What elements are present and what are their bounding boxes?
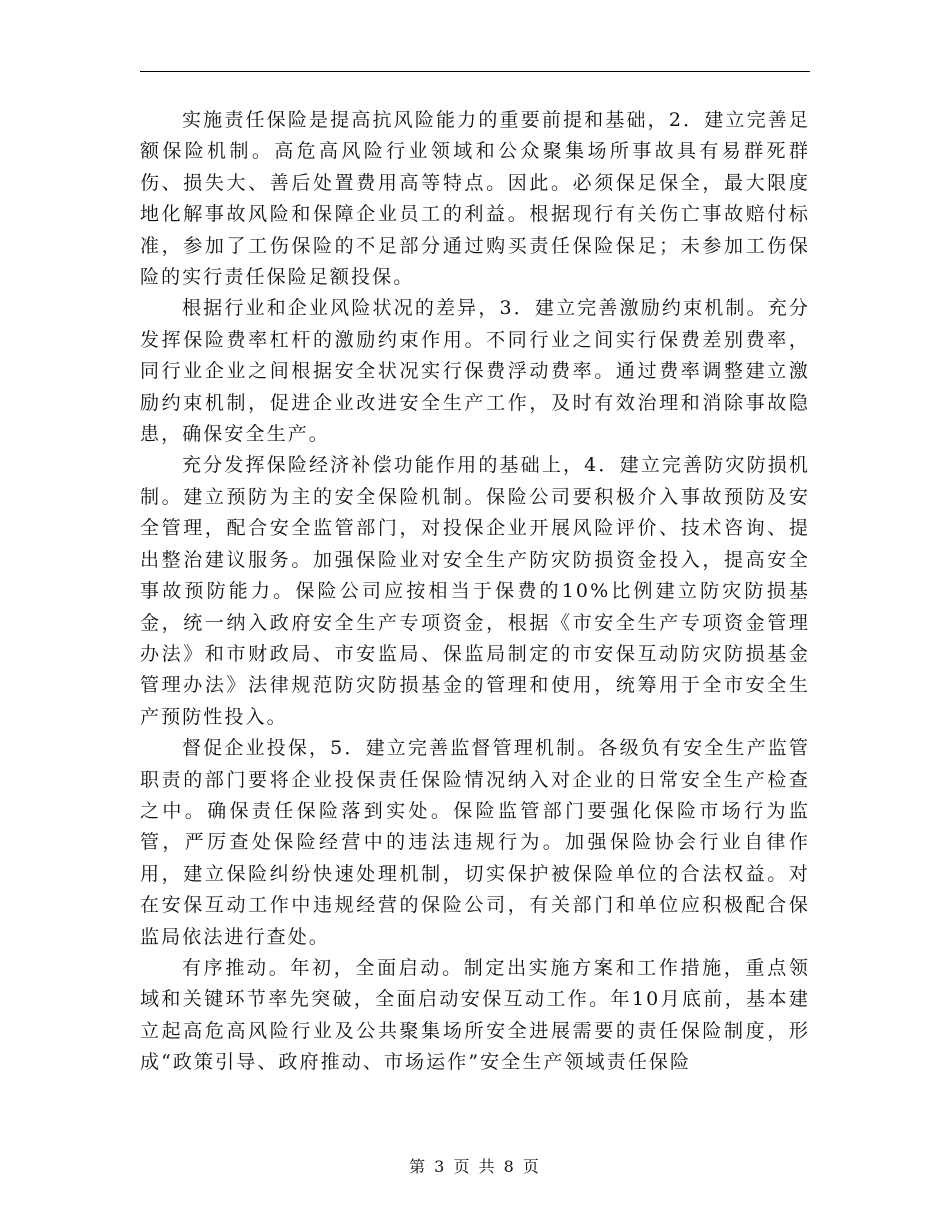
document-body [140,105,810,1079]
header-rule [140,71,810,72]
paragraph: 充分发挥保险经济补偿功能作用的基础上，4．建立完善防灾防损机制。建立预防为主的安全保险机制。保险公司要积极介入事故预防及安全管理，配合安全监管部门，对投保企业开展风险评价、技术咨询、提出整治建议服务。加强保险业对安全生产防灾防损资金投入，提高安全事故预防能力。保险公司应按相当于保费的10%比例建立防灾防损基金，统一纳入政府安全生产专项资金，根据《市安全生产专项资金管理办法》和市财政局、市安监局、保监局制定的市安保互动防灾防损基金管理办法》法律规范防灾防损基金的管理和使用，统筹用于全市安全生产预防性投入。 [140,454,810,728]
page-number-label: 第 3 页 共 8 页 [409,1157,541,1176]
paragraph: 实施责任保险是提高抗风险能力的重要前提和基础，2．建立完善足额保险机制。高危高风险行业领域和公众聚集场所事故具有易群死群伤、损失大、善后处置费用高等特点。因此。必须保足保全，最大限度地化解事故风险和保障企业员工的利益。根据现行有关伤亡事故赔付标准，参加了工伤保险的不足部分通过购买责任保险保足；未参加工伤保险的实行责任保险足额投保。 [140,109,810,289]
page-footer [0,1154,950,1177]
paragraph: 督促企业投保，5．建立完善监督管理机制。各级负有安全生产监管职责的部门要将企业投保责任保险情况纳入对企业的日常安全生产检查之中。确保责任保险落到实处。保险监管部门要强化保险市场行为监管，严厉查处保险经营中的违法违规行为。加强保险协会行业自律作用，建立保险纠纷快速处理机制，切实保护被保险单位的合法权益。对在安保互动工作中违规经营的保险公司，有关部门和单位应积极配合保监局依法进行查处。 [140,737,810,948]
paragraph: 有序推动。年初，全面启动。制定出实施方案和工作措施，重点领域和关键环节率先突破，全面启动安保互动工作。年10月底前，基本建立起高危高风险行业及公共聚集场所安全进展需要的责任保险制度，形成“政策引导、政府推动、市场运作”安全生产领域责任保险 [140,956,810,1074]
paragraph: 根据行业和企业风险状况的差异，3．建立完善激励约束机制。充分发挥保险费率杠杆的激励约束作用。不同行业之间实行保费差别费率，同行业企业之间根据安全状况实行保费浮动费率。通过费率调整建立激励约束机制，促进企业改进安全生产工作，及时有效治理和消除事故隐患，确保安全生产。 [140,297,810,446]
